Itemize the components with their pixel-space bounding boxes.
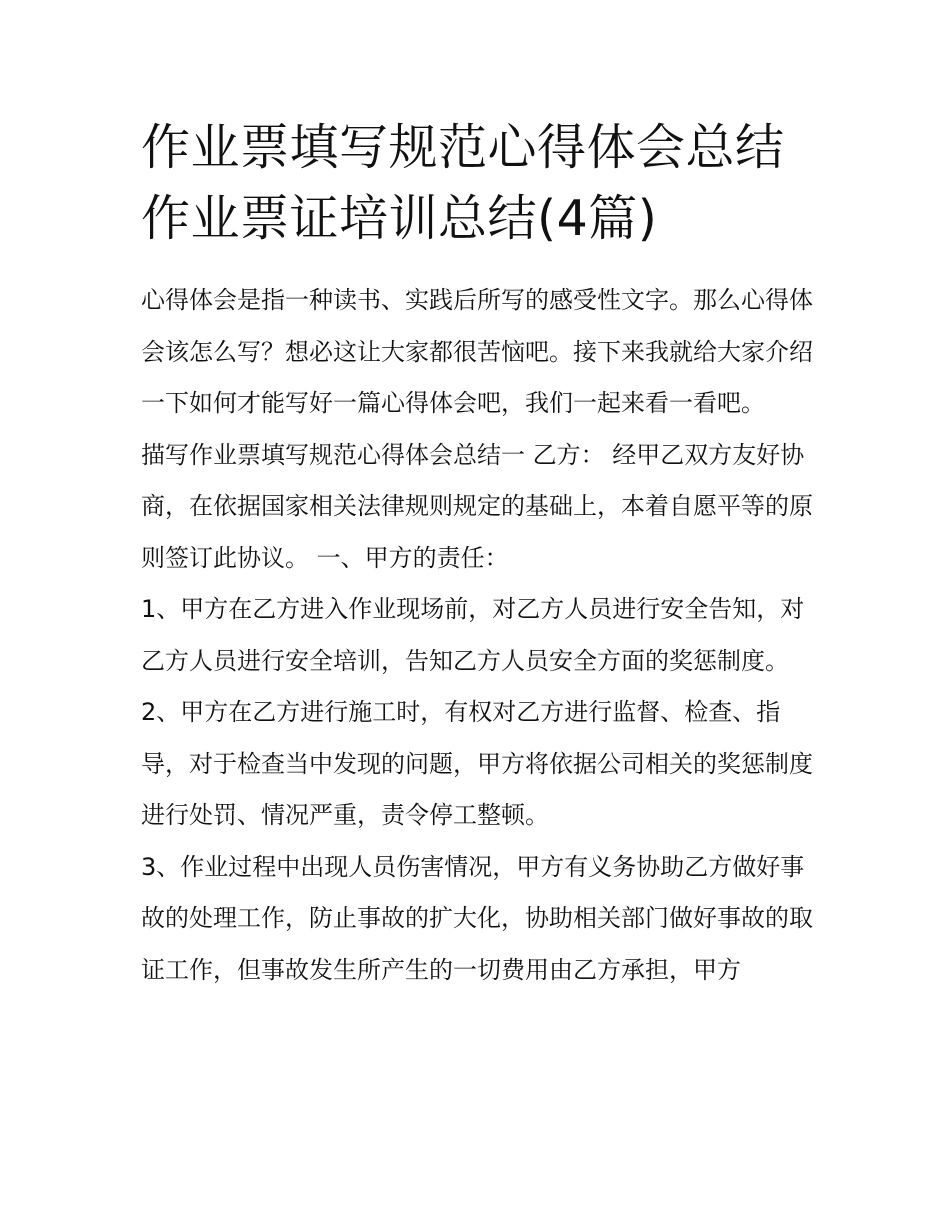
document-body (141, 275, 813, 996)
clause-2-paragraph: 2、甲方在乙方进行施工时，有权对乙方进行监督、检查、指导，对于检查当中发现的问题，甲方将依据公司相关的奖惩制度进行处罚、情况严重，责令停工整顿。 (141, 698, 813, 829)
title-line-2: 作业票证培训总结(4篇) (141, 190, 658, 247)
clause-1-paragraph: 1、甲方在乙方进入作业现场前，对乙方人员进行安全告知，对乙方人员进行安全培训，告知乙方人员安全方面的奖惩制度。 (141, 595, 805, 675)
clause-3-paragraph: 3、作业过程中出现人员伤害情况，甲方有义务协助乙方做好事故的处理工作，防止事故的扩大化，协助相关部门做好事故的取证工作，但事故发生所产生的一切费用由乙方承担，甲方 (141, 852, 813, 984)
intro-paragraph: 心得体会是指一种读书、实践后所写的感受性文字。那么心得体会该怎么写？想必这让大家都很苦恼吧。接下来我就给大家介绍一下如何才能写好一篇心得体会吧，我们一起来看一看吧。 (141, 286, 813, 417)
document-page (141, 112, 813, 996)
document-title (141, 112, 813, 254)
title-line-1: 作业票填写规范心得体会总结 (141, 119, 785, 176)
section-paragraph: 描写作业票填写规范心得体会总结一 乙方： 经甲乙双方友好协商，在依据国家相关法律规则规定的基础上，本着自愿平等的原则签订此协议。 一、甲方的责任： (141, 440, 813, 572)
